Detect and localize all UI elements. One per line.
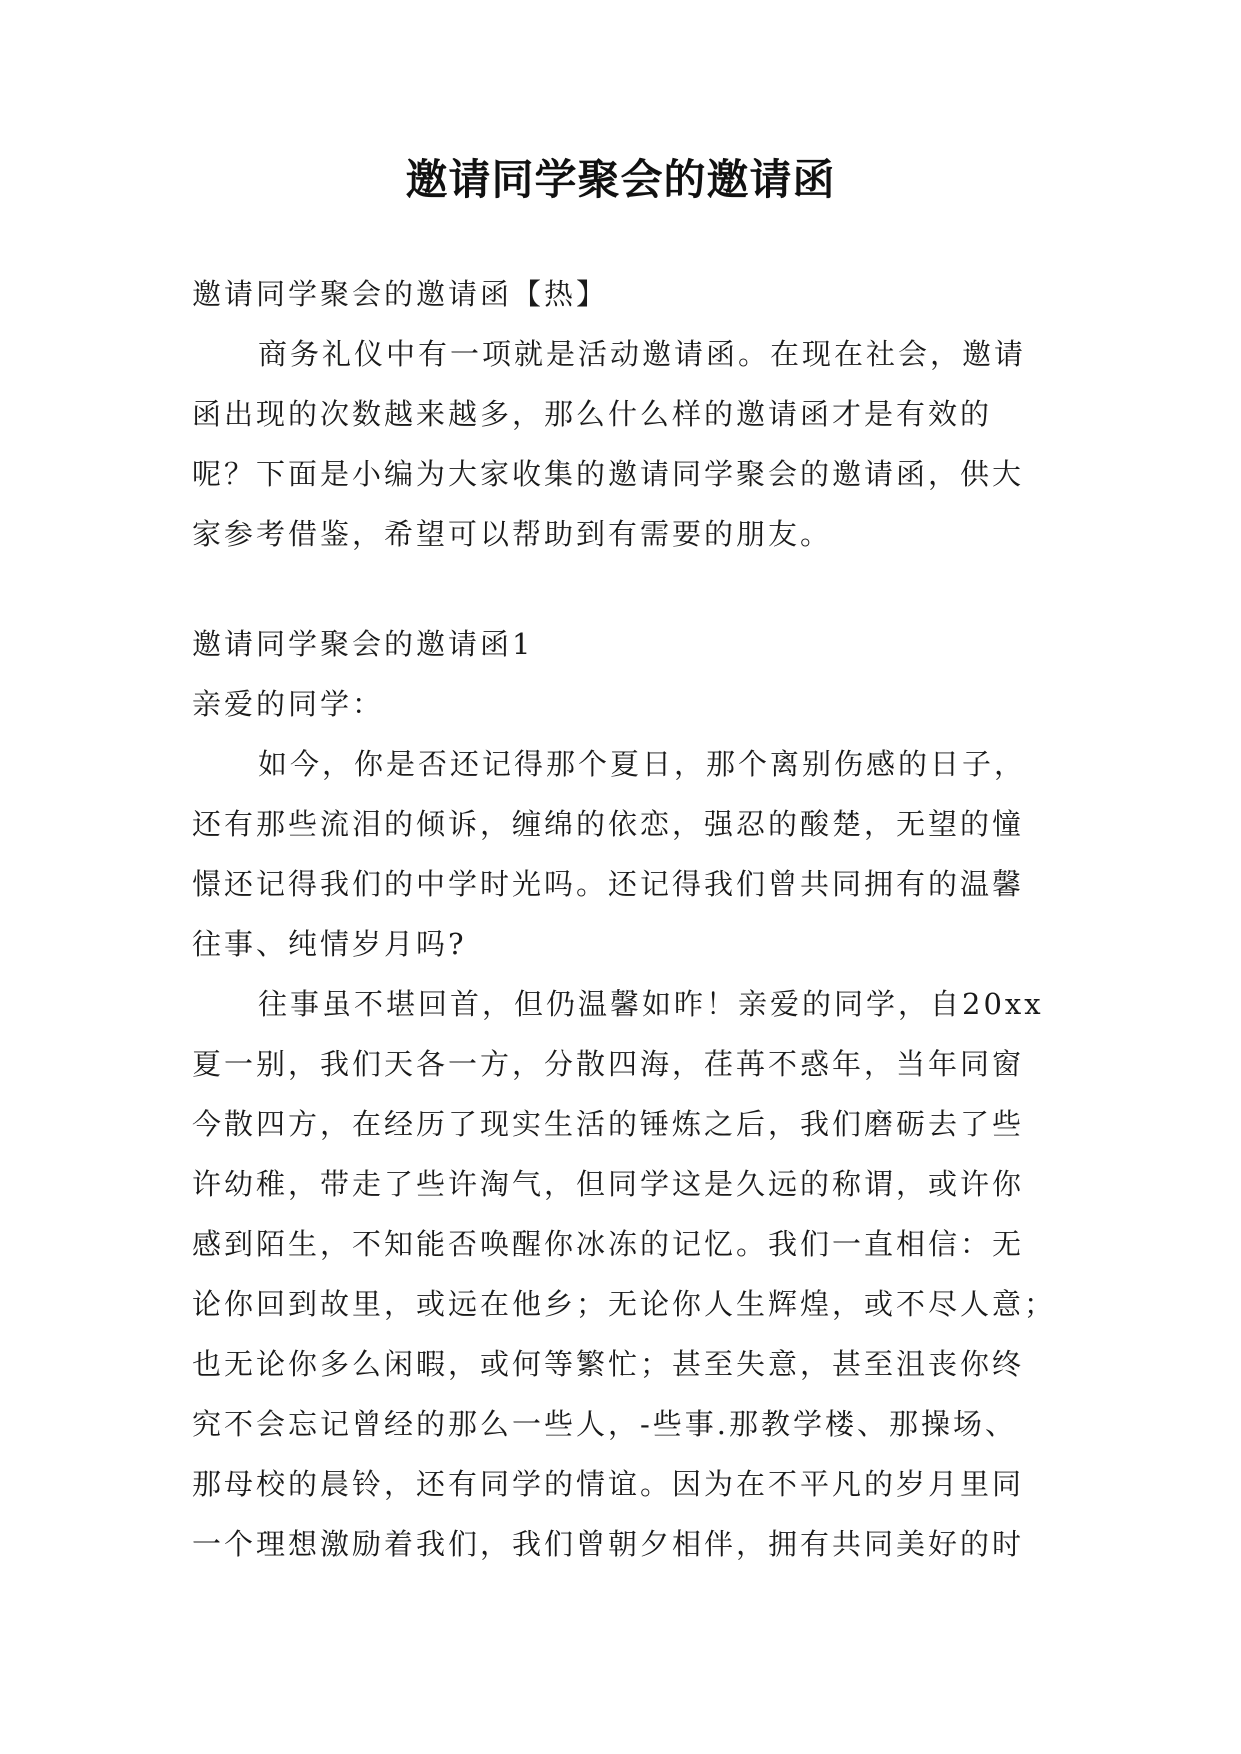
paragraph-line: 今散四方，在经历了现实生活的锤炼之后，我们磨砺去了些 (192, 1107, 1025, 1141)
paragraph-line: 许幼稚，带走了些许淘气，但同学这是久远的称谓，或许你 (192, 1167, 1025, 1201)
document-body (192, 264, 1057, 1574)
body-paragraph-1 (192, 734, 1052, 974)
intro-line: 函出现的次数越来越多，那么什么样的邀请函才是有效的 (192, 397, 993, 431)
document-subtitle: 邀请同学聚会的邀请函【热】 (192, 277, 609, 311)
paragraph-line: 论你回到故里，或远在他乡；无论你人生辉煌，或不尽人意； (192, 1287, 1057, 1321)
paragraph-line: 憬还记得我们的中学时光吗。还记得我们曾共同拥有的温馨 (192, 867, 1025, 901)
paragraph-line: 往事、纯情岁月吗? (192, 927, 467, 961)
intro-line: 呢？下面是小编为大家收集的邀请同学聚会的邀请函，供大 (192, 457, 1025, 491)
paragraph-line: 一个理想激励着我们，我们曾朝夕相伴，拥有共同美好的时 (192, 1527, 1025, 1561)
document-title: 邀请同学聚会的邀请函 (405, 155, 836, 204)
paragraph-line: 夏一别，我们天各一方，分散四海，荏苒不惑年，当年同窗 (192, 1047, 1025, 1081)
paragraph-line: 往事虽不堪回首，但仍温馨如昨！亲爱的同学，自20xx (258, 987, 1044, 1021)
section-spacer (192, 564, 1052, 614)
paragraph-line: 感到陌生，不知能否唤醒你冰冻的记忆。我们一直相信：无 (192, 1227, 1025, 1261)
intro-paragraph (192, 324, 1052, 564)
intro-line: 商务礼仪中有一项就是活动邀请函。在现在社会，邀请 (258, 337, 1027, 371)
body-paragraph-2 (192, 974, 1057, 1574)
paragraph-line: 究不会忘记曾经的那么一些人，-些事.那教学楼、那操场、 (192, 1407, 1018, 1441)
intro-line: 家参考借鉴，希望可以帮助到有需要的朋友。 (192, 517, 833, 551)
section-heading: 邀请同学聚会的邀请函1 (192, 627, 534, 661)
salutation: 亲爱的同学： (192, 687, 385, 721)
paragraph-line: 也无论你多么闲暇，或何等繁忙；甚至失意，甚至沮丧你终 (192, 1347, 1025, 1381)
paragraph-line: 如今，你是否还记得那个夏日，那个离别伤感的日子， (258, 747, 1027, 781)
paragraph-line: 那母校的晨铃，还有同学的情谊。因为在不平凡的岁月里同 (192, 1467, 1025, 1501)
paragraph-line: 还有那些流泪的倾诉，缠绵的依恋，强忍的酸楚，无望的憧 (192, 807, 1025, 841)
